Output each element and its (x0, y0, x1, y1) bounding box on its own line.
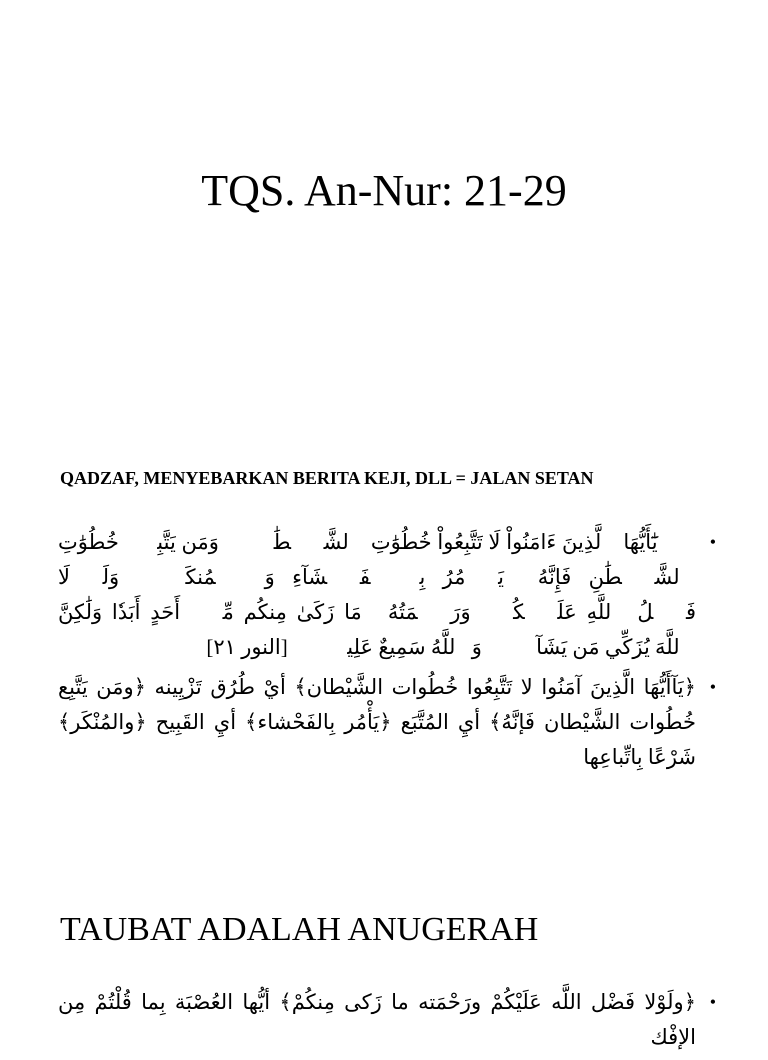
list-item (58, 670, 716, 775)
bullet-list (58, 525, 716, 780)
slide-title: TQS. An-Nur: 21-29 (201, 166, 567, 215)
bullet-icon: • (709, 532, 716, 552)
bullet-icon: • (709, 677, 716, 697)
list-item (58, 525, 716, 665)
bullet-icon: • (709, 992, 716, 1012)
arabic-tafsir-text: ﴿يَآأَيُّهَا الَّذِينَ آمَنُوا لا تَتَّبِعُوا خُطُوات الشَّيْطان﴾ أيْ طُرُق تَزْيِينه ﴿ومَن يَتَّبِع خُطُوات الشَّيْطان فَإنَّهُ﴾ أيِ المُتَّبَع ﴿يَأْمُر بِالفَحْشاء﴾ أيِ القَبِيح ﴿والمُنْكَر﴾ شَرْعًا بِاتِّباعِها (58, 675, 696, 769)
arabic-verse-text: ﴿۞ يَٰٓأَيُّهَا ٱلَّذِينَ ءَامَنُواْ لَا تَتَّبِعُواْ خُطُوَٰتِ ٱلشَّيۡطَٰنِۚ وَمَن يَتَّبِعۡ خُطُوَٰتِ ٱلشَّيۡطَٰنِ فَإِنَّهُۥ يَأۡمُرُ بِٱلۡفَحۡشَآءِ وَٱلۡمُنكَرِۚ وَلَوۡلَا فَضۡلُ ٱللَّهِ عَلَيۡكُمۡ وَرَحۡمَتُهُۥ مَا زَكَىٰ مِنكُم مِّنۡ أَحَدٍ أَبَدٗا وَلَٰكِنَّ ٱللَّهَ يُزَكِّي مَن يَشَآءُۗ وَٱللَّهُ سَمِيعٌ عَلِيمٞ ﴾ [النور ٢١] (58, 530, 696, 659)
list-item (58, 985, 716, 1055)
bullet-list-2 (58, 985, 716, 1060)
section-heading: QADZAF, MENYEBARKAN BERITA KEJI, DLL = JALAN SETAN (60, 468, 594, 488)
arabic-tafsir-text: ﴿ولَوْلا فَضْل اللَّه عَلَيْكُمْ ورَحْمَته ما زَكى مِنكُمْ﴾ أيُّها العُصْبَة بِما قُلْتُمْ مِن الإفْك (58, 990, 696, 1049)
section-heading-2: TAUBAT ADALAH ANUGERAH (60, 911, 539, 948)
